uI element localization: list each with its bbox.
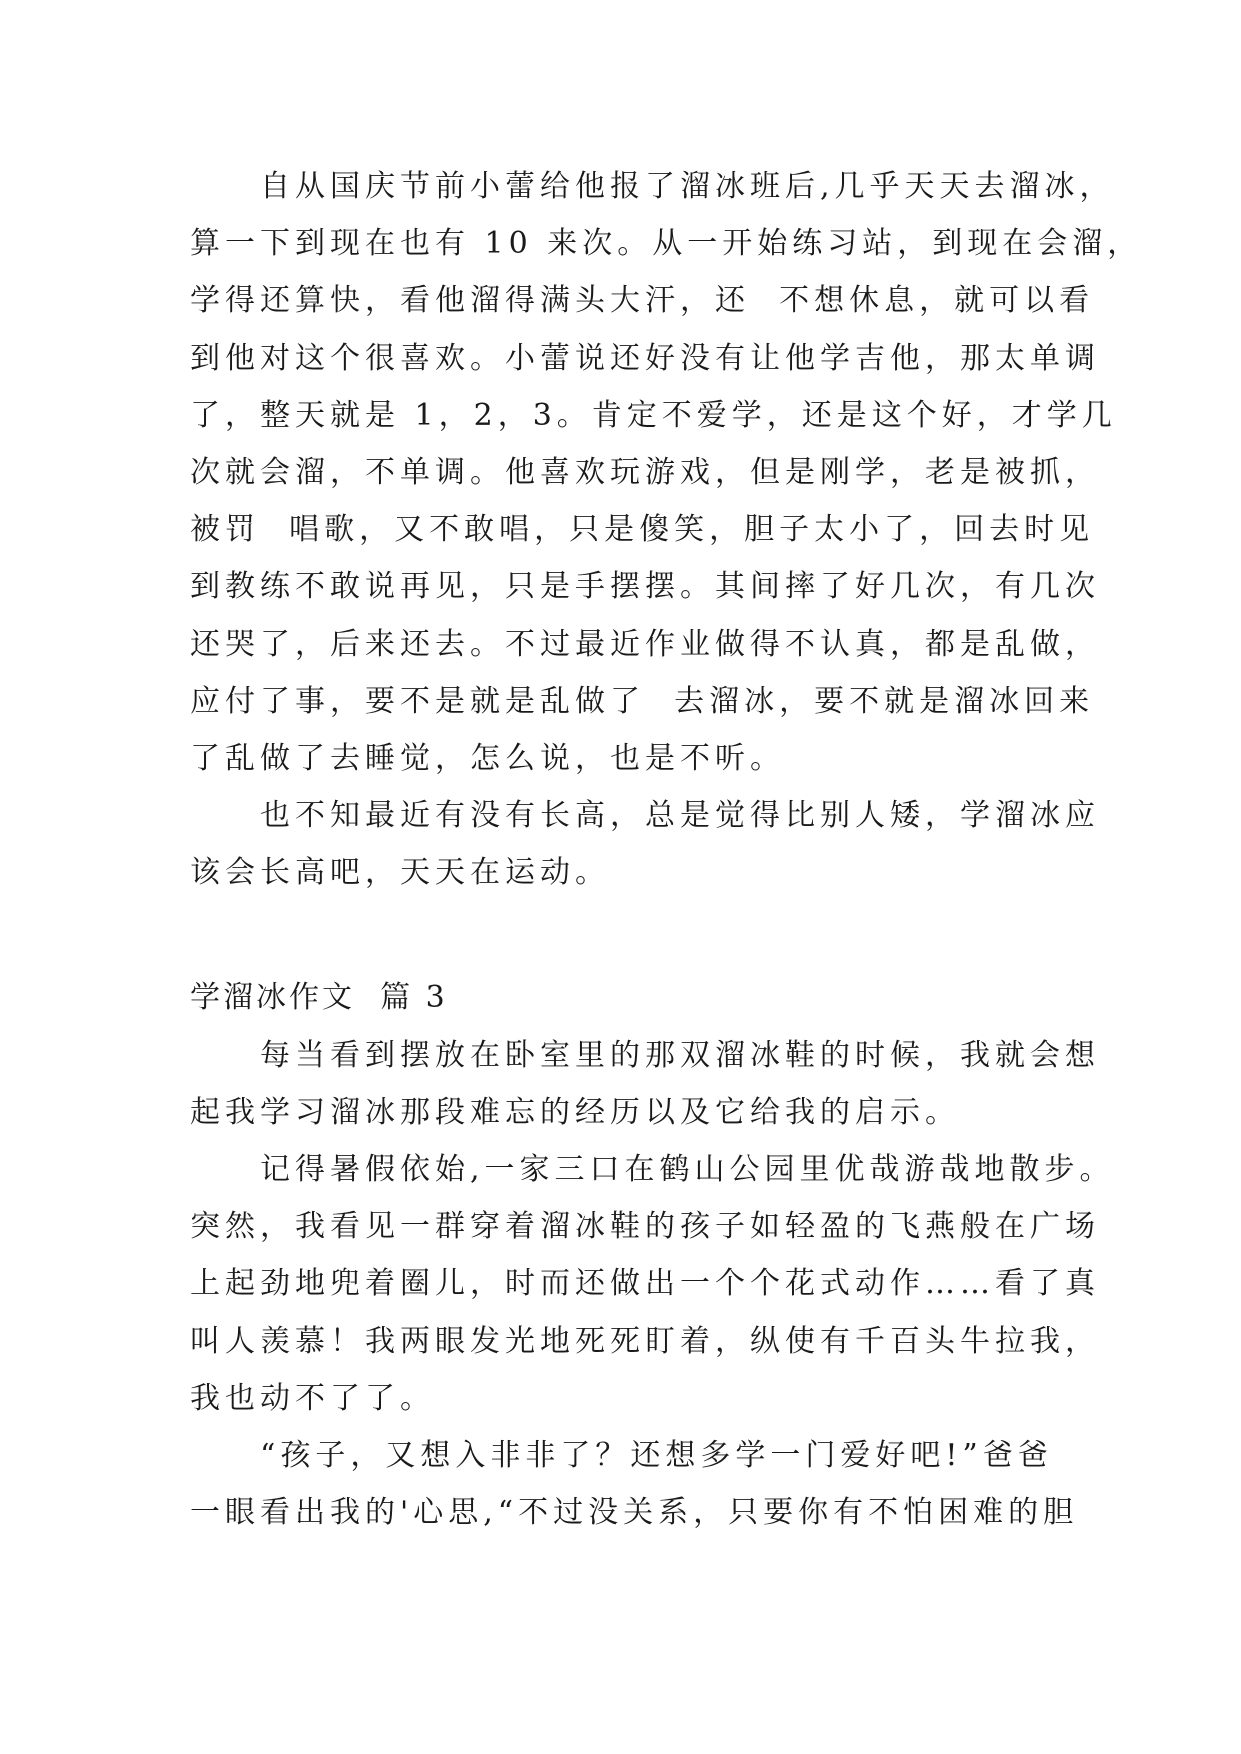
section-spacer: [190, 901, 1070, 969]
text-line: 算一下到现在也有 10 来次。从一开始练习站，到现在会溜，: [190, 226, 1143, 262]
paragraph: [190, 158, 1143, 787]
text-line: 了，整天就是 1，2，3。肯定不爱学，还是这个好，才学几: [190, 397, 1117, 433]
text-line: 该会长高吧，天天在运动。: [190, 855, 610, 891]
text-line: 了乱做了去睡觉，怎么说，也是不听。: [190, 740, 785, 776]
text-line: 也不知最近有没有长高，总是觉得比别人矮，学溜冰应: [260, 798, 1100, 834]
text-line: 学得还算快，看他溜得满头大汗，还 不想休息，就可以看: [190, 283, 1095, 319]
paragraph: [190, 1141, 1115, 1427]
text-line: 起我学习溜冰那段难忘的经历以及它给我的启示。: [190, 1094, 960, 1130]
text-line: 还哭了，后来还去。不过最近作业做得不认真，都是乱做，: [190, 626, 1100, 662]
section-heading: 学溜冰作文 篇 3: [190, 980, 448, 1016]
text-line: 到教练不敢说再见，只是手摆摆。其间摔了好几次，有几次: [190, 569, 1100, 605]
text-line: 突然，我看见一群穿着溜冰鞋的孩子如轻盈的飞燕般在广场: [190, 1209, 1100, 1245]
text-line: “孩子，又想入非非了？还想多学一门爱好吧!”爸爸: [260, 1437, 1053, 1473]
paragraph: [190, 1027, 1100, 1141]
text-line: 上起劲地兜着圈儿，时而还做出一个个花式动作……看了真: [190, 1266, 1100, 1302]
text-line: 次就会溜，不单调。他喜欢玩游戏，但是刚学，老是被抓，: [190, 454, 1100, 490]
paragraph: [190, 1427, 1079, 1541]
text-line: 到他对这个很喜欢。小蕾说还好没有让他学吉他，那太单调: [190, 340, 1100, 376]
text-line: 一眼看出我的'心思,“不过没关系，只要你有不怕困难的胆: [190, 1495, 1079, 1531]
text-line: 叫人羡慕！我两眼发光地死死盯着，纵使有千百头牛拉我，: [190, 1323, 1100, 1359]
paragraph: [190, 787, 1100, 901]
document-body: [190, 158, 1143, 1541]
text-line: 记得暑假依始,一家三口在鹤山公园里优哉游哉地散步。: [260, 1152, 1115, 1187]
text-line: 被罚 唱歌，又不敢唱，只是傻笑，胆子太小了，回去时见: [190, 512, 1095, 548]
text-line: 应付了事，要不是就是乱做了 去溜冰，要不就是溜冰回来: [190, 683, 1095, 719]
text-line: 每当看到摆放在卧室里的那双溜冰鞋的时候，我就会想: [260, 1037, 1100, 1073]
text-line: 自从国庆节前小蕾给他报了溜冰班后,几乎天天去溜冰，: [260, 169, 1115, 204]
text-line: 我也动不了了。: [190, 1380, 435, 1416]
